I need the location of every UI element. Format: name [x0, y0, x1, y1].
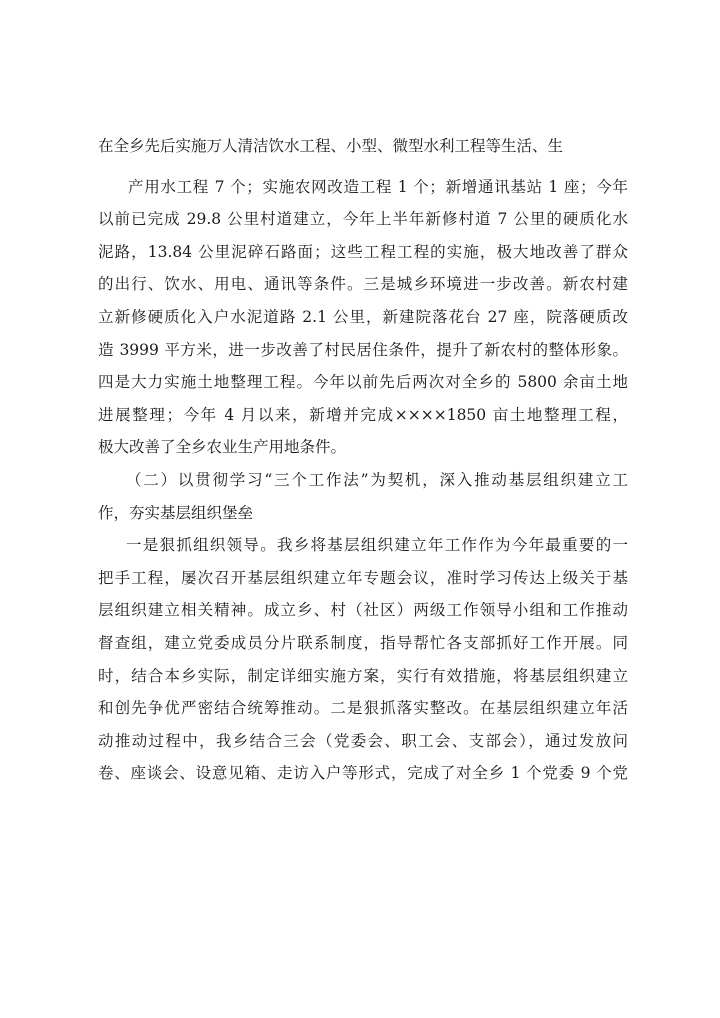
text-line: 泥路，13.84 公里泥碎石路面；这些工程工程的实施，极大地改善了群众: [98, 242, 628, 261]
text-line: 在全乡先后实施万人清洁饮水工程、小型、微型水利工程等生活、生: [98, 137, 564, 155]
text-line: 时，结合本乡实际，制定详细实施方案，实行有效措施，将基层组织建立: [98, 666, 628, 685]
text-line: 和创先争优严密结合统筹推动。二是狠抓落实整改。在基层组织建立年活: [98, 699, 628, 718]
text-line: 四是大力实施土地整理工程。今年以前先后两次对全乡的 5800 余亩土地: [98, 373, 628, 392]
text-line: 造 3999 平方米，进一步改善了村民居住条件，提升了新农村的整体形象。: [98, 340, 628, 359]
text-line: 进展整理；今年 4 月以来，新增并完成××××1850 亩土地整理工程，: [98, 405, 628, 424]
text-line: 的出行、饮水、用电、通讯等条件。三是城乡环境进一步改善。新农村建: [98, 275, 628, 294]
text-line: 一是狠抓组织领导。我乡将基层组织建立年工作作为今年最重要的一: [126, 536, 628, 555]
text-line: 以前已完成 29.8 公里村道建立，今年上半年新修村道 7 公里的硬质化水: [98, 210, 628, 229]
text-line: 督查组，建立党委成员分片联系制度，指导帮忙各支部抓好工作开展。同: [98, 633, 628, 652]
document-body: [98, 130, 628, 790]
text-line: 产用水工程 7 个；实施农网改造工程 1 个；新增通讯基站 1 座；今年: [128, 177, 628, 196]
text-line: 把手工程，屡次召开基层组织建立年专题会议，准时学习传达上级关于基: [98, 568, 628, 587]
text-line: 立新修硬质化入户水泥道路 2.1 公里，新建院落花台 27 座，院落硬质改: [98, 307, 628, 326]
text-line: 卷、座谈会、设意见箱、走访入户等形式，完成了对全乡 1 个党委 9 个党: [98, 764, 628, 783]
text-line: 动推动过程中，我乡结合三会（党委会、职工会、支部会），通过发放问: [98, 731, 628, 750]
text-line: 极大改善了全乡农业生产用地条件。: [98, 438, 347, 457]
section-heading: （二）以贯彻学习“三个工作法”为契机，深入推动基层组织建立工: [126, 470, 628, 489]
section-heading: 作，夯实基层组织堡垒: [98, 503, 254, 522]
text-line: 层组织建立相关精神。成立乡、村（社区）两级工作领导小组和工作推动: [98, 601, 628, 620]
